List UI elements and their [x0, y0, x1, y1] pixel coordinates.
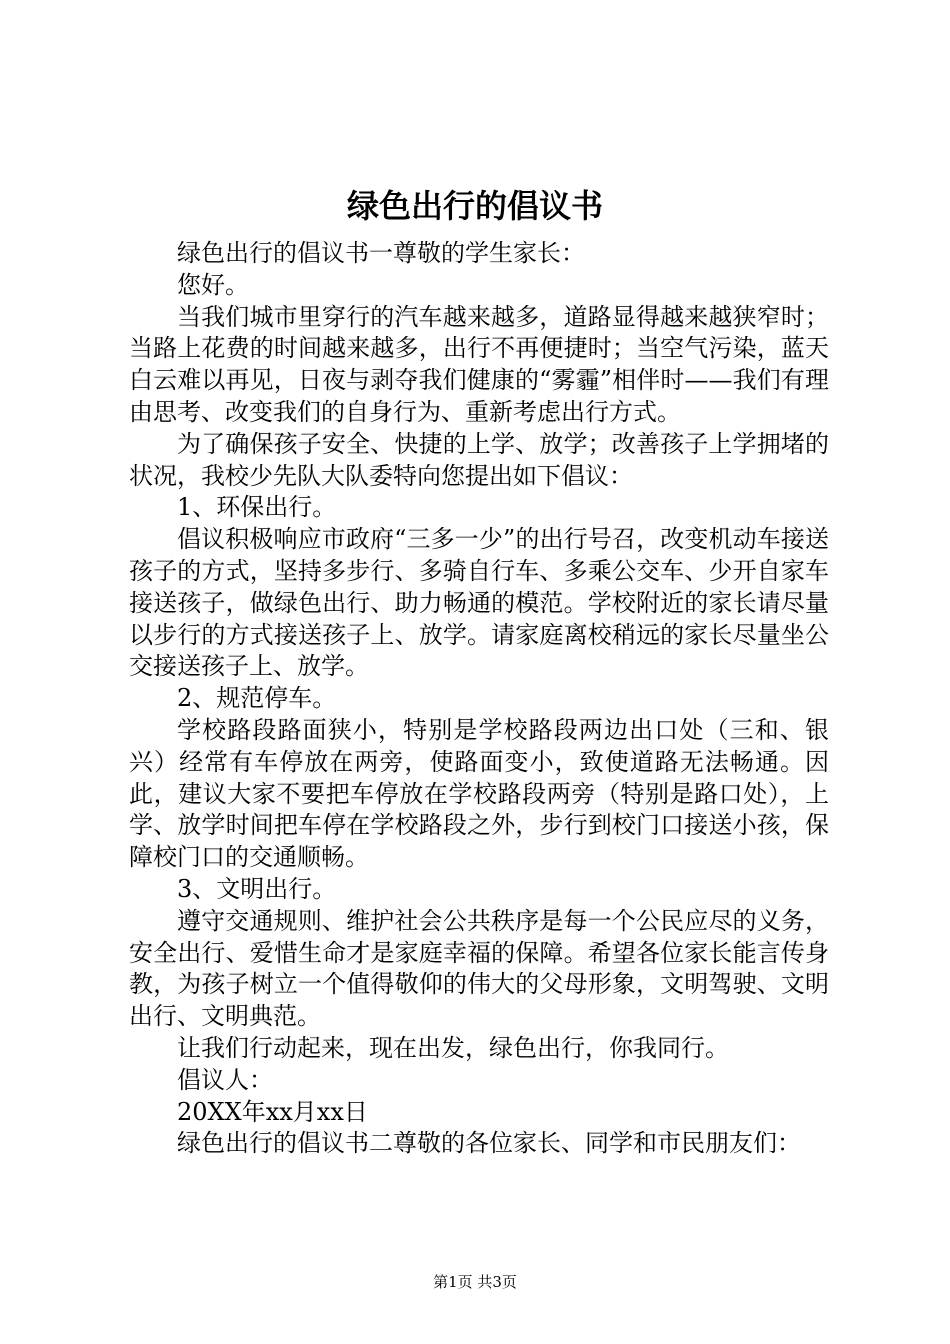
section-heading-2: 2、规范停车。: [177, 684, 337, 713]
paragraph-second-letter-salutation: 绿色出行的倡议书二尊敬的各位家长、同学和市民朋友们：: [177, 1129, 801, 1158]
paragraph-section-2: 学校路段路面狭小，特别是学校路段两边出口处（三和、银兴）经常有车停放在两旁，使路面变小，致使道路无法畅通。因此，建议大家不要把车停放在学校路段两旁（特别是路口处），上学、放学时间把车停在学校路段之外，步行到校门口接送小孩，保障校门口的交通顺畅。: [129, 715, 829, 872]
paragraph-greeting: 您好。: [177, 270, 249, 299]
paragraph-intro: 当我们城市里穿行的汽车越来越多，道路显得越来越狭窄时；当路上花费的时间越来越多，出行不再便捷时；当空气污染，蓝天白云难以再见，日夜与剥夺我们健康的“雾霾”相伴时——我们有理由思考、改变我们的自身行为、重新考虑出行方式。: [129, 302, 829, 426]
document-body: [129, 238, 829, 1160]
paragraph-call-to-action: 让我们行动起来，现在出发，绿色出行，你我同行。: [177, 1033, 729, 1062]
section-heading-3: 3、文明出行。: [177, 874, 337, 903]
document-title: 绿色出行的倡议书: [346, 187, 603, 225]
paragraph-purpose: 为了确保孩子安全、快捷的上学、放学；改善孩子上学拥堵的状况，我校少先队大队委特向您提出如下倡议：: [129, 429, 829, 490]
paragraph-section-1: 倡议积极响应市政府“三多一少”的出行号召，改变机动车接送孩子的方式，坚持多步行、多骑自行车、多乘公交车、少开自家车接送孩子，做绿色出行、助力畅通的模范。学校附近的家长请尽量以步行的方式接送孩子上、放学。请家庭离校稍远的家长尽量坐公交接送孩子上、放学。: [129, 525, 829, 681]
signature-label: 倡议人：: [177, 1065, 273, 1094]
paragraph-section-3: 遵守交通规则、维护社会公共秩序是每一个公民应尽的义务，安全出行、爱惜生命才是家庭幸福的保障。希望各位家长能言传身教，为孩子树立一个值得敬仰的伟大的父母形象，文明驾驶、文明出行、文明典范。: [129, 906, 829, 1031]
paragraph-salutation: 绿色出行的倡议书一尊敬的学生家长：: [177, 239, 585, 267]
section-heading-1: 1、环保出行。: [177, 493, 337, 522]
signature-date: 20XX年xx月xx日: [177, 1097, 368, 1126]
page-footer: 第1页 共3页: [433, 1273, 517, 1291]
